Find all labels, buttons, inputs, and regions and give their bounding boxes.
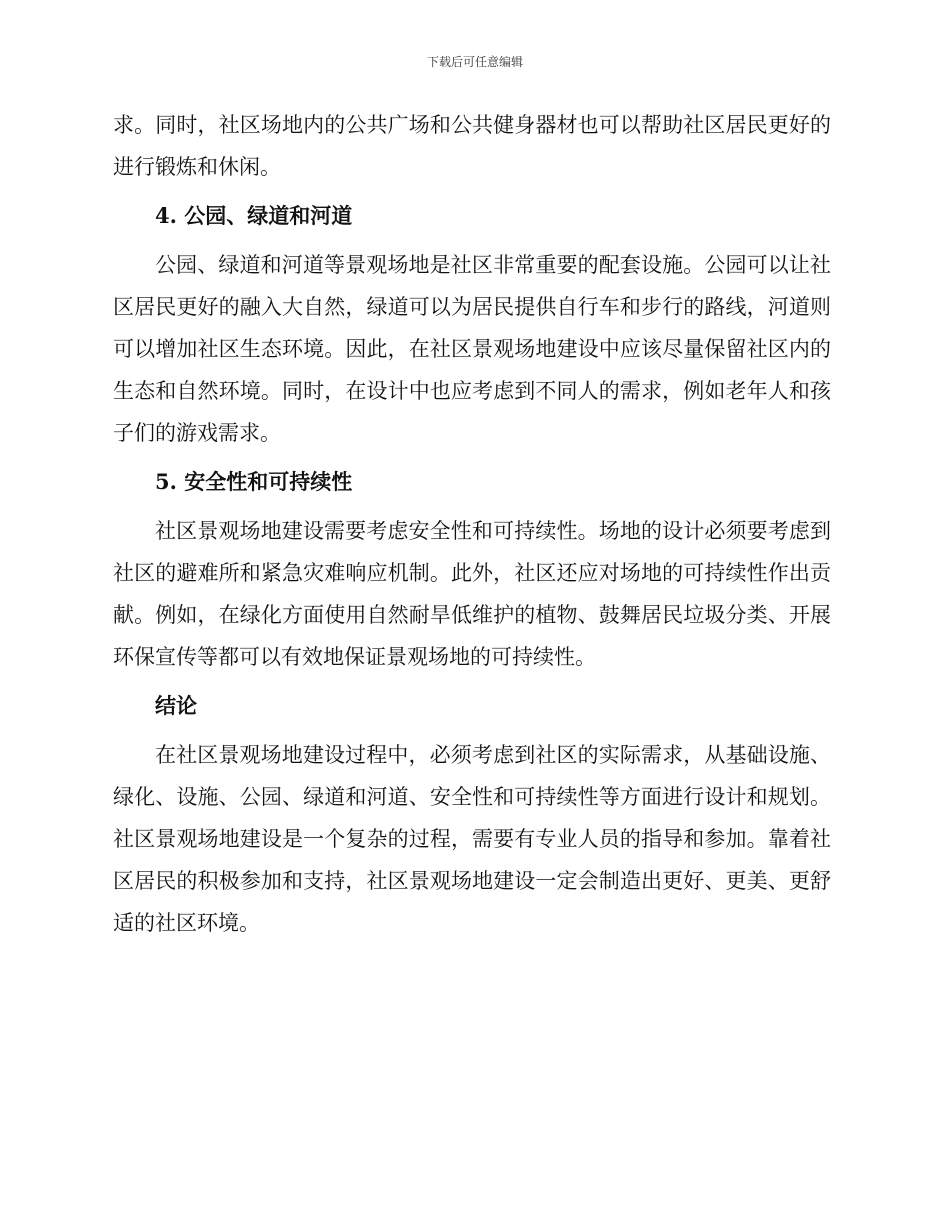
paragraph-safety: 社区景观场地建设需要考虑安全性和可持续性。场地的设计必须要考虑到社区的避难所和紧急灾难响应机制。此外，社区还应对场地的可持续性作出贡献。例如，在绿化方面使用自然耐旱低维护的植物、鼓舞居民垃圾分类、开展环保宣传等都可以有效地保证景观场地的可持续性。 xyxy=(113,519,831,669)
document-body xyxy=(113,104,831,944)
page-header: 下载后可任意编辑 xyxy=(426,55,523,69)
section-heading-parks: 4. 公园、绿道和河道 xyxy=(155,203,353,228)
section-heading-conclusion: 结论 xyxy=(155,693,197,718)
section-heading-safety: 5. 安全性和可持续性 xyxy=(155,469,353,494)
paragraph-continuation: 求。同时，社区场地内的公共广场和公共健身器材也可以帮助社区居民更好的进行锻炼和休闲。 xyxy=(113,113,831,179)
paragraph-conclusion: 在社区景观场地建设过程中，必须考虑到社区的实际需求，从基础设施、绿化、设施、公园、绿道和河道、安全性和可持续性等方面进行设计和规划。社区景观场地建设是一个复杂的过程，需要有专业人员的指导和参加。靠着社区居民的积极参加和支持，社区景观场地建设一定会制造出更好、更美、更舒适的社区环境。 xyxy=(113,743,831,935)
paragraph-parks: 公园、绿道和河道等景观场地是社区非常重要的配套设施。公园可以让社区居民更好的融入大自然，绿道可以为居民提供自行车和步行的路线，河道则可以增加社区生态环境。因此，在社区景观场地建设中应该尽量保留社区内的生态和自然环境。同时，在设计中也应考虑到不同人的需求，例如老年人和孩子们的游戏需求。 xyxy=(113,253,831,445)
